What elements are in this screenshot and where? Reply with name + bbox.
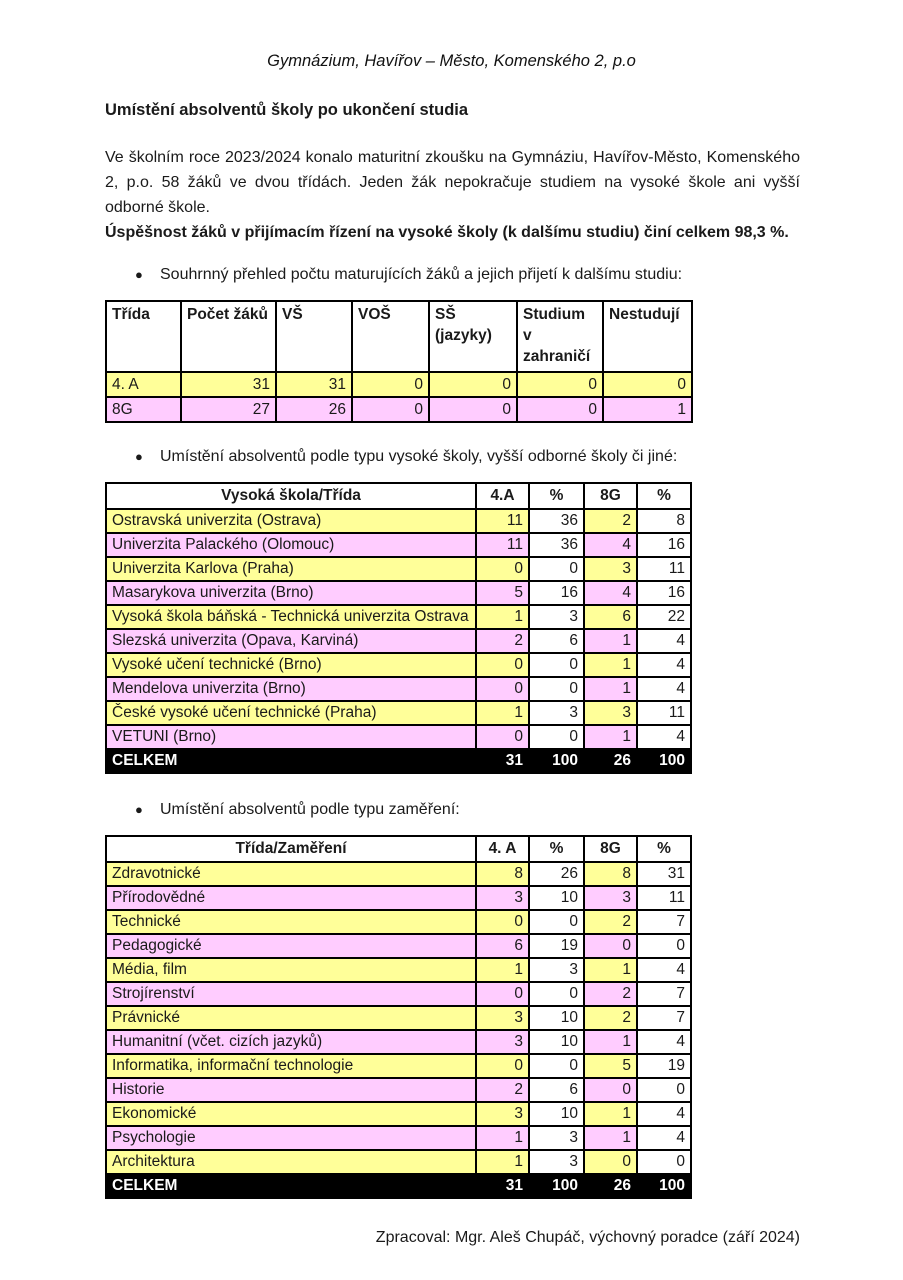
total-value: 31 [476, 1174, 529, 1198]
university-row [106, 557, 691, 581]
bullet-item-summary [105, 266, 800, 284]
percent-cell: 6 [529, 629, 584, 653]
field-name-cell: Právnické [106, 1006, 476, 1030]
summary-table [105, 300, 693, 423]
university-name-cell: VETUNI (Brno) [106, 725, 476, 749]
placement-table-header-row [106, 483, 691, 509]
percent-cell: 4 [637, 958, 691, 982]
percent-cell: 26 [529, 862, 584, 886]
percent-cell: 4 [637, 653, 691, 677]
field-row [106, 1006, 691, 1030]
field-name-cell: Ekonomické [106, 1102, 476, 1126]
percent-cell: 31 [637, 862, 691, 886]
university-name-cell: Masarykova univerzita (Brno) [106, 581, 476, 605]
numeric-cell: 1 [603, 397, 692, 422]
university-placement-table [105, 482, 692, 774]
bullet-item-universities [105, 448, 800, 466]
percent-cell: 19 [529, 934, 584, 958]
numeric-cell: 2 [476, 629, 529, 653]
column-header [106, 301, 181, 372]
author-footer: Zpracoval: Mgr. Aleš Chupáč, výchovný poradce (září 2024) [375, 1229, 800, 1246]
numeric-cell: 0 [517, 397, 603, 422]
numeric-cell: 11 [476, 533, 529, 557]
numeric-cell: 0 [476, 725, 529, 749]
percent-cell: 10 [529, 886, 584, 910]
numeric-cell: 0 [603, 372, 692, 397]
university-name-cell: Univerzita Karlova (Praha) [106, 557, 476, 581]
numeric-cell: 1 [584, 958, 637, 982]
numeric-cell: 0 [584, 934, 637, 958]
percent-cell: 0 [529, 910, 584, 934]
numeric-cell: 1 [584, 677, 637, 701]
total-row [106, 1174, 691, 1198]
numeric-cell: 1 [476, 1150, 529, 1174]
numeric-cell: 0 [476, 910, 529, 934]
field-placement-table [105, 835, 692, 1199]
percent-cell: 0 [529, 557, 584, 581]
numeric-cell: 0 [429, 397, 517, 422]
university-row [106, 509, 691, 533]
field-row [106, 862, 691, 886]
total-label: CELKEM [106, 1174, 476, 1198]
numeric-cell: 1 [584, 1030, 637, 1054]
numeric-cell: 8 [584, 862, 637, 886]
percent-cell: 11 [637, 701, 691, 725]
total-value: 26 [584, 749, 637, 773]
numeric-cell: 0 [352, 397, 429, 422]
percent-cell: 3 [529, 1126, 584, 1150]
bullet-text: Umístění absolventů podle typu zaměření: [160, 801, 460, 818]
bullet-text: Umístění absolventů podle typu vysoké školy, vyšší odborné školy či jiné: [160, 448, 678, 465]
total-label: CELKEM [106, 749, 476, 773]
percent-cell: 16 [529, 581, 584, 605]
field-name-cell: Architektura [106, 1150, 476, 1174]
column-header-line1: Studium [523, 306, 585, 323]
percent-cell: 3 [529, 1150, 584, 1174]
numeric-cell: 0 [476, 1054, 529, 1078]
percent-cell: 22 [637, 605, 691, 629]
university-name-cell: Mendelova univerzita (Brno) [106, 677, 476, 701]
numeric-cell: 27 [181, 397, 276, 422]
university-name-cell: České vysoké učení technické (Praha) [106, 701, 476, 725]
column-header [603, 301, 692, 372]
intro-text: Ve školním roce 2023/2024 konalo maturitní zkoušku na Gymnáziu, Havířov-Město, Komenského 2, p.o. 58 žáků ve dvou třídách. Jeden žák nepokračuje studiem na vysoké škole ani vyšší odborné škole. [105, 149, 800, 216]
percent-cell: 3 [529, 701, 584, 725]
percent-cell: 16 [637, 533, 691, 557]
university-row [106, 725, 691, 749]
university-row [106, 581, 691, 605]
university-name-cell: Vysoká škola báňská - Technická univerzita Ostrava [106, 605, 476, 629]
column-header [352, 301, 429, 372]
percent-cell: 0 [637, 934, 691, 958]
field-name-cell: Média, film [106, 958, 476, 982]
bullet-icon: ● [135, 802, 143, 817]
total-value: 31 [476, 749, 529, 773]
total-value: 100 [637, 749, 691, 773]
numeric-cell: 0 [476, 677, 529, 701]
field-name-cell: Zdravotnické [106, 862, 476, 886]
percent-cell: 0 [529, 677, 584, 701]
numeric-cell: 0 [429, 372, 517, 397]
bullet-icon: ● [135, 267, 143, 282]
total-value: 100 [529, 1174, 584, 1198]
percent-cell: 6 [529, 1078, 584, 1102]
numeric-cell: 3 [476, 1030, 529, 1054]
field-row [106, 1030, 691, 1054]
university-row [106, 533, 691, 557]
column-header: Třída/Zaměření [106, 836, 476, 862]
column-header [276, 301, 352, 372]
percent-cell: 10 [529, 1102, 584, 1126]
column-header: % [637, 483, 691, 509]
numeric-cell: 3 [584, 557, 637, 581]
column-header [181, 301, 276, 372]
percent-cell: 10 [529, 1006, 584, 1030]
university-row [106, 677, 691, 701]
percent-cell: 4 [637, 1126, 691, 1150]
percent-cell: 7 [637, 910, 691, 934]
percent-cell: 0 [529, 1054, 584, 1078]
total-value: 100 [637, 1174, 691, 1198]
numeric-cell: 2 [584, 910, 637, 934]
numeric-cell: 31 [181, 372, 276, 397]
numeric-cell: 3 [584, 886, 637, 910]
numeric-cell: 2 [584, 982, 637, 1006]
bullet-item-fields [105, 801, 800, 819]
column-header [429, 301, 517, 372]
percent-cell: 7 [637, 1006, 691, 1030]
percent-cell: 4 [637, 1102, 691, 1126]
intro-paragraph [105, 145, 800, 245]
numeric-cell: 2 [476, 1078, 529, 1102]
percent-cell: 11 [637, 886, 691, 910]
numeric-cell: 11 [476, 509, 529, 533]
numeric-cell: 3 [584, 701, 637, 725]
column-header-line2: (jazyky) [435, 327, 492, 344]
summary-table-row [106, 372, 692, 397]
numeric-cell: 2 [584, 509, 637, 533]
numeric-cell: 3 [476, 1006, 529, 1030]
percent-cell: 36 [529, 509, 584, 533]
percent-cell: 7 [637, 982, 691, 1006]
numeric-cell: 0 [476, 982, 529, 1006]
column-header: Vysoká škola/Třída [106, 483, 476, 509]
numeric-cell: 0 [476, 557, 529, 581]
summary-table-header-row [106, 301, 692, 372]
percent-cell: 16 [637, 581, 691, 605]
numeric-cell: 6 [584, 605, 637, 629]
class-name-cell: 4. A [106, 372, 181, 397]
numeric-cell: 1 [584, 725, 637, 749]
field-row [106, 1102, 691, 1126]
column-header-line2: v zahraničí [523, 327, 591, 365]
university-name-cell: Slezská univerzita (Opava, Karviná) [106, 629, 476, 653]
school-name-header: Gymnázium, Havířov – Město, Komenského 2, p.o [267, 52, 636, 70]
numeric-cell: 31 [276, 372, 352, 397]
column-header: 4. A [476, 836, 529, 862]
column-header: % [637, 836, 691, 862]
column-header: 4.A [476, 483, 529, 509]
percent-cell: 4 [637, 725, 691, 749]
numeric-cell: 1 [476, 605, 529, 629]
field-name-cell: Historie [106, 1078, 476, 1102]
field-name-cell: Humanitní (včet. cizích jazyků) [106, 1030, 476, 1054]
bullet-text: Souhrnný přehled počtu maturujících žáků a jejich přijetí k dalšímu studiu: [160, 266, 683, 283]
numeric-cell: 4 [584, 533, 637, 557]
percent-cell: 4 [637, 677, 691, 701]
field-row [106, 910, 691, 934]
university-row [106, 629, 691, 653]
percent-cell: 0 [529, 725, 584, 749]
percent-cell: 10 [529, 1030, 584, 1054]
percent-cell: 4 [637, 1030, 691, 1054]
university-name-cell: Vysoké učení technické (Brno) [106, 653, 476, 677]
university-name-cell: Ostravská univerzita (Ostrava) [106, 509, 476, 533]
field-row [106, 1126, 691, 1150]
numeric-cell: 0 [584, 1078, 637, 1102]
percent-cell: 3 [529, 605, 584, 629]
column-header-line1: Nestudují [609, 306, 680, 323]
class-name-cell: 8G [106, 397, 181, 422]
percent-cell: 19 [637, 1054, 691, 1078]
numeric-cell: 3 [476, 1102, 529, 1126]
numeric-cell: 0 [517, 372, 603, 397]
total-row [106, 749, 691, 773]
field-table-header-row [106, 836, 691, 862]
field-row [106, 1150, 691, 1174]
percent-cell: 3 [529, 958, 584, 982]
field-row [106, 934, 691, 958]
percent-cell: 11 [637, 557, 691, 581]
intro-bold-sentence: Úspěšnost žáků v přijímacím řízení na vysoké školy (k dalšímu studiu) činí celkem 98,3 %. [105, 224, 789, 241]
numeric-cell: 5 [476, 581, 529, 605]
field-name-cell: Strojírenství [106, 982, 476, 1006]
field-name-cell: Psychologie [106, 1126, 476, 1150]
numeric-cell: 1 [584, 1126, 637, 1150]
field-name-cell: Přírodovědné [106, 886, 476, 910]
field-row [106, 1054, 691, 1078]
numeric-cell: 0 [476, 653, 529, 677]
column-header [517, 301, 603, 372]
university-row [106, 653, 691, 677]
column-header-line1: Třída [112, 306, 150, 323]
field-name-cell: Informatika, informační technologie [106, 1054, 476, 1078]
numeric-cell: 5 [584, 1054, 637, 1078]
numeric-cell: 6 [476, 934, 529, 958]
column-header: 8G [584, 483, 637, 509]
numeric-cell: 0 [352, 372, 429, 397]
percent-cell: 0 [529, 653, 584, 677]
field-row [106, 886, 691, 910]
percent-cell: 0 [637, 1150, 691, 1174]
numeric-cell: 26 [276, 397, 352, 422]
numeric-cell: 3 [476, 886, 529, 910]
numeric-cell: 1 [584, 1102, 637, 1126]
column-header: % [529, 836, 584, 862]
column-header-line1: Počet žáků [187, 306, 268, 323]
numeric-cell: 1 [476, 1126, 529, 1150]
column-header-line1: VOŠ [358, 306, 391, 323]
column-header: 8G [584, 836, 637, 862]
summary-table-row [106, 397, 692, 422]
total-value: 100 [529, 749, 584, 773]
numeric-cell: 1 [584, 629, 637, 653]
column-header-line1: VŠ [282, 306, 303, 323]
numeric-cell: 1 [476, 958, 529, 982]
university-row [106, 605, 691, 629]
field-row [106, 1078, 691, 1102]
numeric-cell: 8 [476, 862, 529, 886]
bullet-icon: ● [135, 449, 143, 464]
page-title: Umístění absolventů školy po ukončení studia [105, 101, 469, 119]
percent-cell: 0 [637, 1078, 691, 1102]
numeric-cell: 4 [584, 581, 637, 605]
numeric-cell: 1 [476, 701, 529, 725]
numeric-cell: 1 [584, 653, 637, 677]
percent-cell: 8 [637, 509, 691, 533]
percent-cell: 4 [637, 629, 691, 653]
column-header: % [529, 483, 584, 509]
percent-cell: 0 [529, 982, 584, 1006]
field-row [106, 958, 691, 982]
numeric-cell: 0 [584, 1150, 637, 1174]
numeric-cell: 2 [584, 1006, 637, 1030]
column-header-line1: SŠ [435, 306, 456, 323]
field-name-cell: Technické [106, 910, 476, 934]
university-row [106, 701, 691, 725]
total-value: 26 [584, 1174, 637, 1198]
field-row [106, 982, 691, 1006]
university-name-cell: Univerzita Palackého (Olomouc) [106, 533, 476, 557]
field-name-cell: Pedagogické [106, 934, 476, 958]
percent-cell: 36 [529, 533, 584, 557]
